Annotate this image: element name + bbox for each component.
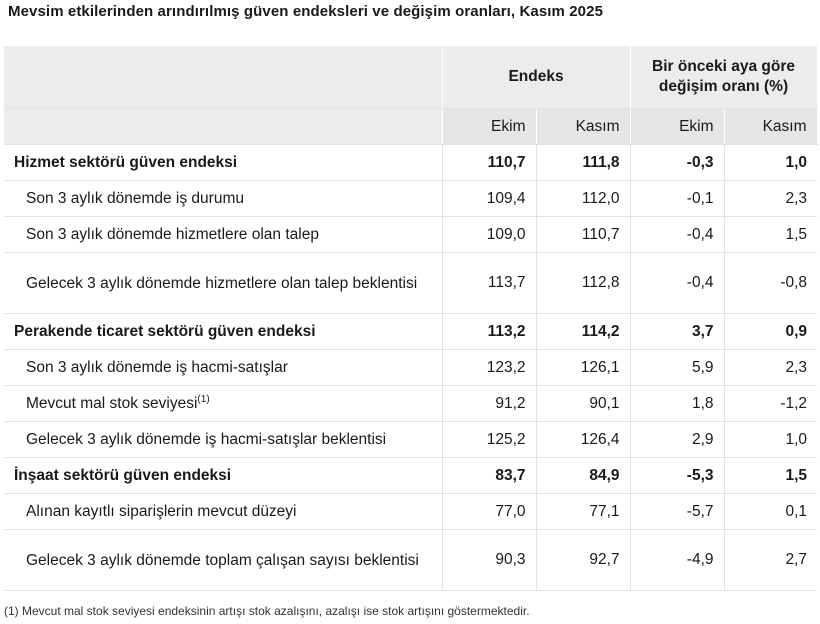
cell-change-kasim: 1,0	[724, 422, 817, 458]
row-label	[4, 386, 442, 422]
table-row	[4, 217, 817, 253]
subheader-endeks-kasim: Kasım	[536, 109, 630, 145]
cell-change-kasim: 1,0	[724, 145, 817, 181]
cell-endeks-ekim: 77,0	[442, 494, 536, 530]
cell-endeks-ekim: 90,3	[442, 530, 536, 591]
table-row	[4, 386, 817, 422]
cell-change-ekim: -0,4	[630, 253, 724, 314]
cell-change-ekim: -5,7	[630, 494, 724, 530]
cell-change-kasim: 2,3	[724, 350, 817, 386]
row-label: Son 3 aylık dönemde iş durumu	[4, 181, 442, 217]
row-label: Perakende ticaret sektörü güven endeksi	[4, 314, 442, 350]
cell-endeks-kasim: 111,8	[536, 145, 630, 181]
header-change-rate	[630, 46, 817, 109]
cell-endeks-kasim: 112,8	[536, 253, 630, 314]
cell-endeks-kasim: 77,1	[536, 494, 630, 530]
cell-change-ekim: 1,8	[630, 386, 724, 422]
header-change-line1: Bir önceki aya göre	[652, 58, 796, 75]
cell-endeks-ekim: 123,2	[442, 350, 536, 386]
cell-endeks-kasim: 114,2	[536, 314, 630, 350]
table-row	[4, 145, 817, 181]
cell-change-kasim: 0,9	[724, 314, 817, 350]
header-endeks: Endeks	[442, 46, 630, 109]
subheader-change-ekim: Ekim	[630, 109, 724, 145]
cell-endeks-ekim: 109,0	[442, 217, 536, 253]
footnote: (1) Mevcut mal stok seviyesi endeksinin artışı stok azalışını, azalışı ise stok artışını göstermektedir.	[4, 604, 530, 618]
cell-change-kasim: 0,1	[724, 494, 817, 530]
row-label: Gelecek 3 aylık dönemde iş hacmi-satışlar beklentisi	[4, 422, 442, 458]
header-row	[4, 46, 817, 109]
table-row	[4, 422, 817, 458]
cell-change-ekim: 2,9	[630, 422, 724, 458]
row-label: Hizmet sektörü güven endeksi	[4, 145, 442, 181]
cell-endeks-ekim: 91,2	[442, 386, 536, 422]
subheader-endeks-ekim: Ekim	[442, 109, 536, 145]
cell-endeks-kasim: 112,0	[536, 181, 630, 217]
cell-change-ekim: -0,3	[630, 145, 724, 181]
header-blank-cell	[4, 46, 442, 109]
cell-endeks-ekim: 83,7	[442, 458, 536, 494]
cell-endeks-ekim: 109,4	[442, 181, 536, 217]
table-row	[4, 253, 817, 314]
row-label: Son 3 aylık dönemde iş hacmi-satışlar	[4, 350, 442, 386]
cell-endeks-kasim: 126,4	[536, 422, 630, 458]
confidence-index-table	[4, 46, 818, 591]
cell-change-kasim: -1,2	[724, 386, 817, 422]
row-label: Gelecek 3 aylık dönemde hizmetlere olan talep beklentisi	[4, 253, 442, 314]
cell-endeks-ekim: 125,2	[442, 422, 536, 458]
table-row	[4, 458, 817, 494]
header-change-line2: değişim oranı (%)	[658, 78, 789, 95]
footnote-marker: (1)	[197, 393, 210, 405]
cell-endeks-kasim: 110,7	[536, 217, 630, 253]
cell-endeks-kasim: 90,1	[536, 386, 630, 422]
cell-endeks-ekim: 110,7	[442, 145, 536, 181]
cell-endeks-kasim: 84,9	[536, 458, 630, 494]
row-label: Son 3 aylık dönemde hizmetlere olan talep	[4, 217, 442, 253]
row-label: Alınan kayıtlı siparişlerin mevcut düzeyi	[4, 494, 442, 530]
table-row	[4, 494, 817, 530]
cell-endeks-kasim: 126,1	[536, 350, 630, 386]
row-label: İnşaat sektörü güven endeksi	[4, 458, 442, 494]
table-row	[4, 530, 817, 591]
cell-change-ekim: 3,7	[630, 314, 724, 350]
table-row	[4, 181, 817, 217]
cell-change-kasim: 2,3	[724, 181, 817, 217]
subheader-change-kasim: Kasım	[724, 109, 817, 145]
subheader-row	[4, 109, 817, 145]
cell-change-ekim: -0,4	[630, 217, 724, 253]
cell-endeks-ekim: 113,7	[442, 253, 536, 314]
cell-endeks-kasim: 92,7	[536, 530, 630, 591]
table-row	[4, 350, 817, 386]
cell-change-kasim: -0,8	[724, 253, 817, 314]
table-row	[4, 314, 817, 350]
cell-change-ekim: -5,3	[630, 458, 724, 494]
cell-change-ekim: 5,9	[630, 350, 724, 386]
cell-endeks-ekim: 113,2	[442, 314, 536, 350]
cell-change-kasim: 2,7	[724, 530, 817, 591]
subheader-blank-cell	[4, 109, 442, 145]
cell-change-kasim: 1,5	[724, 217, 817, 253]
table-title: Mevsim etkilerinden arındırılmış güven endeksleri ve değişim oranları, Kasım 2025	[8, 3, 604, 20]
row-label: Gelecek 3 aylık dönemde toplam çalışan sayısı beklentisi	[4, 530, 442, 591]
cell-change-ekim: -4,9	[630, 530, 724, 591]
row-label-text: Mevcut mal stok seviyesi	[26, 395, 198, 413]
cell-change-kasim: 1,5	[724, 458, 817, 494]
cell-change-ekim: -0,1	[630, 181, 724, 217]
